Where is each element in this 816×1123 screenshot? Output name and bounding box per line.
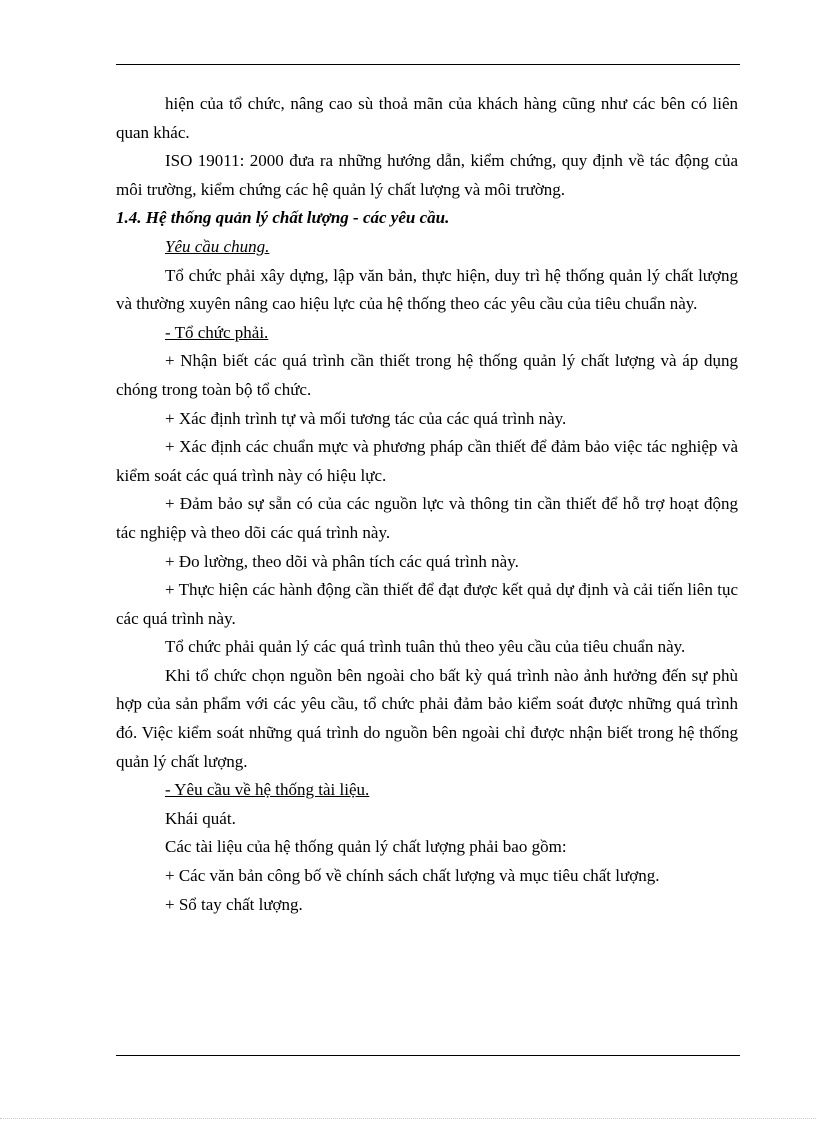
- subheading-line: [116, 776, 738, 805]
- list-item: + Xác định các chuẩn mực và phương pháp cần thiết để đảm bảo việc tác nghiệp và kiểm soát các quá trình này có hiệu lực.: [116, 437, 738, 485]
- docs-intro: Các tài liệu của hệ thống quản lý chất lượng phải bao gồm:: [165, 837, 567, 857]
- footer-rule: [116, 1055, 740, 1056]
- section-heading: 1.4. Hệ thống quản lý chất lượng - các yêu cầu.: [116, 208, 450, 228]
- list-item: + Xác định trình tự và mối tương tác của các quá trình này.: [165, 408, 567, 428]
- subheading-line: [116, 319, 738, 348]
- overview-label: Khái quát.: [165, 808, 236, 828]
- paragraph: hiện của tổ chức, nâng cao sù thoả mãn của khách hàng cũng như các bên có liên quan khác.: [116, 94, 738, 142]
- header-rule: [116, 64, 740, 65]
- paragraph: Tổ chức phải quản lý các quá trình tuân thủ theo yêu cầu của tiêu chuẩn này.: [165, 637, 686, 657]
- list-item: + Đảm bảo sự sẵn có của các nguồn lực và thông tin cần thiết để hỗ trợ hoạt động tác nghiệp và theo dõi các quá trình này.: [116, 494, 738, 542]
- page-edge-dots: [0, 1118, 816, 1119]
- list-item: + Sổ tay chất lượng.: [165, 894, 303, 914]
- paragraph: Tổ chức phải xây dựng, lập văn bản, thực hiện, duy trì hệ thống quản lý chất lượng và thường xuyên nâng cao hiệu lực của hệ thống theo các yêu cầu của tiêu chuẩn này.: [116, 265, 738, 314]
- paragraph: Khi tổ chức chọn nguồn bên ngoài cho bất kỳ quá trình nào ảnh hưởng đến sự phù hợp của sản phẩm với các yêu cầu, tổ chức phải đảm bảo kiểm soát được những quá trình đó. Việc kiểm soát những quá trình do nguồn bên ngoài chỉ được nhận biết trong hệ thống quản lý chất lượng.: [116, 665, 738, 771]
- subheading-line: [116, 233, 738, 262]
- list-item: + Các văn bản công bố về chính sách chất lượng và mục tiêu chất lượng.: [165, 866, 660, 886]
- doc-requirements-label: - Yêu cầu về hệ thống tài liệu.: [165, 780, 370, 800]
- list-item: + Nhận biết các quá trình cần thiết trong hệ thống quản lý chất lượng và áp dụng chóng trong toàn bộ tổ chức.: [116, 351, 738, 399]
- paragraph: ISO 19011: 2000 đưa ra những hướng dẫn, kiểm chứng, quy định về tác động của môi trường, kiểm chứng các hệ quản lý chất lượng và môi trường.: [116, 151, 738, 199]
- general-requirements-title: Yêu cầu chung.: [165, 236, 270, 256]
- page-body: [116, 90, 738, 919]
- list-item: + Đo lường, theo dõi và phân tích các quá trình này.: [165, 551, 519, 571]
- org-must-label: - Tổ chức phải.: [165, 322, 269, 342]
- list-item: + Thực hiện các hành động cần thiết để đạt được kết quả dự định và cải tiến liên tục các quá trình này.: [116, 580, 738, 628]
